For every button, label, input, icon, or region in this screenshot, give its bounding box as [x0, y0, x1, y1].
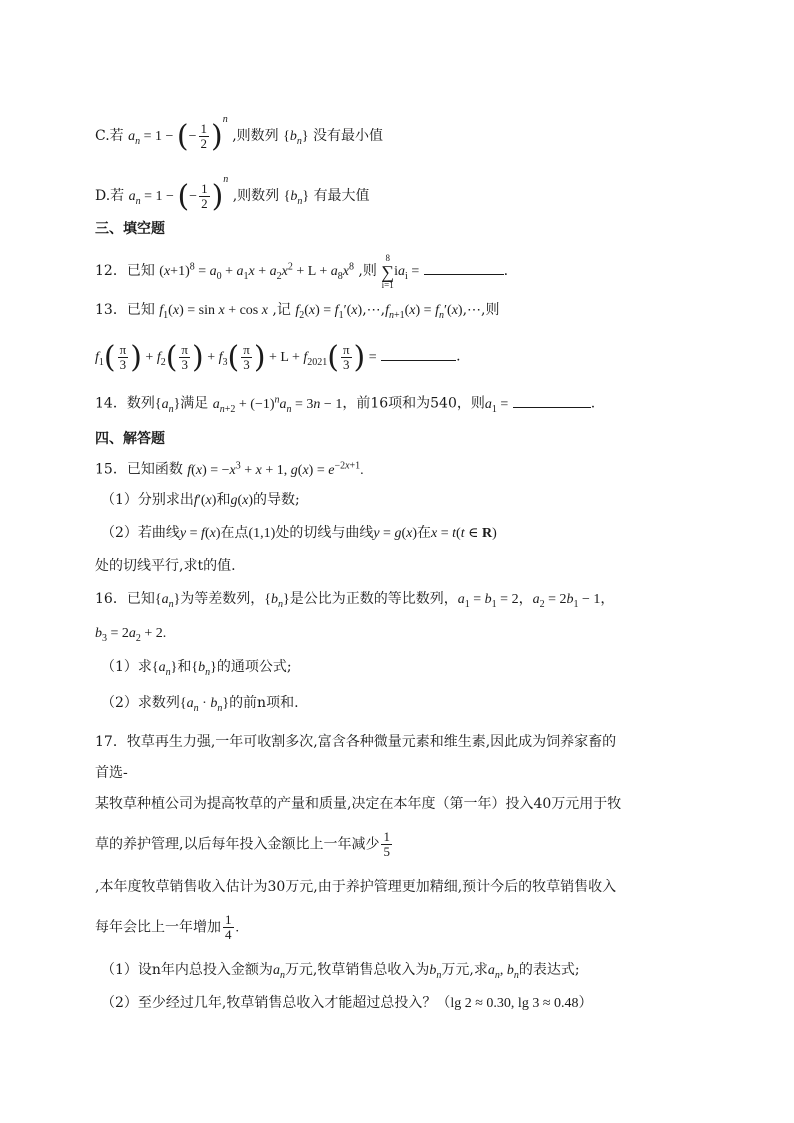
q17-l6: 每年会比上一年增加	[95, 919, 221, 936]
q12-answer-blank[interactable]	[424, 260, 504, 275]
q17-line-1: 17．牧草再生力强,一年可收割多次,富含各种微量元素和维生素,因此成为饲养家畜的	[95, 734, 617, 750]
q17-p1a: （1）设n年内总投入金额为	[101, 962, 273, 978]
option-d-prefix: D.若	[95, 188, 125, 204]
question-13: 13．已知 $f_1(x) = \sin x + \cos x$ ,记 $f_2(x)$ = $f_1'(x),\cdots,f_{n+1}(x)$ = $f_n'(x),\cdots$,则	[95, 302, 500, 321]
q17-line-4: 草的养护管理,以后每年投入金额比上一年减少 $\frac{1}{5}$	[95, 829, 390, 859]
q16-p1c: 的通项公式;	[216, 659, 292, 675]
q16-c: 是公比为正数的等比数列，	[289, 591, 458, 607]
q17-line-6: 每年会比上一年增加 $\frac{1}{4}$ .	[95, 912, 239, 942]
q15-part-2: （2）若曲线y = f(x)在点(1,1)处的切线与曲线y = g(x)在x = t(t ∈ R)	[101, 525, 497, 541]
q15-p1b: 和	[216, 492, 231, 508]
q15-functions: $f(x) = -x^3 + x + 1$, $g(x) = e^{-2x+1}$.	[187, 460, 364, 478]
q17-line-2: 首选-	[95, 765, 128, 781]
q17-p1c: 万元,求	[441, 962, 488, 978]
question-14: 14．数列$\{a_n\}$满足 $a_{n+2} + (-1)^na_n = 3n - 1$，前16项和为540，则$a_1$ = .	[95, 394, 596, 415]
q15-label: 15．已知函数	[95, 461, 183, 478]
q16-p2b: 的前n项和.	[229, 695, 299, 711]
q12-end: .	[503, 263, 509, 280]
q16-p1a: （1）求	[101, 659, 152, 675]
q13-end: .	[456, 348, 461, 365]
q16-line-2: $b_3 = 2a_2 + 2$.	[95, 626, 167, 644]
q13-label: 13．已知	[95, 302, 155, 318]
q12-sum: 8 ∑ i=1 $ia_i$ =	[381, 253, 420, 290]
q13-answer-blank[interactable]	[381, 346, 456, 361]
q16-p2a: （2）求数列	[101, 695, 180, 711]
q17-line-3: 某牧草种植公司为提高牧草的产量和质量,决定在本年度（第一年）投入40万元用于牧	[95, 796, 622, 812]
option-c-prefix: C.若	[95, 128, 124, 144]
q13-sum-expression: $f_1$( $\frac{\pi}{3}$ ) + $f_2$( $\frac{\pi}{3}$ ) + $f_3$( $\frac{\pi}{3}$ ) + $L + f_{2021}$( $\frac{\pi}{3}$ ) =	[95, 339, 377, 375]
q14-answer-blank[interactable]	[513, 393, 591, 408]
option-d-suffix: ,则数列	[232, 188, 280, 204]
q17-p1b: 万元,牧草销售总收入为	[284, 962, 430, 978]
q17-p2: （2）至少经过几年,牧草销售总收入才能超过总投入？（	[101, 995, 451, 1011]
option-c: C.若 $a_n = 1$ − (− $\frac{1}{2}$ )$^n$ ,则数列 $\{b_n\}$ 没有最小值	[95, 114, 384, 154]
q16-p1b: 和	[177, 659, 192, 675]
q14-mid: 满足	[180, 395, 209, 412]
q16-part-2: （2）求数列$\{a_n \cdot b_n\}$的前n项和.	[101, 695, 299, 714]
q13-sep: ,⋯,	[362, 302, 386, 318]
option-c-tail: 没有最小值	[313, 128, 384, 144]
question-15	[95, 455, 364, 482]
option-c-formula: $a_n = 1$ − (− $\frac{1}{2}$ )$^n$	[128, 114, 228, 154]
section-heading-fill-in: 三、填空题	[95, 221, 165, 237]
q12-label: 12．已知	[95, 263, 155, 280]
section-heading-answer: 四、解答题	[95, 431, 165, 447]
q15-part-2-cont: 处的切线平行,求t的值.	[95, 558, 236, 574]
q17-part-2: （2）至少经过几年,牧草销售总收入才能超过总投入？（lg 2 ≈ 0.30, lg 3 ≈ 0.48）	[101, 995, 593, 1011]
q15-p2d: 在	[417, 525, 432, 541]
option-c-suffix: ,则数列	[232, 128, 279, 144]
q14-formula: $a_{n+2} + (-1)^na_n = 3n - 1$	[212, 394, 343, 415]
q17-p1d: 的表达式;	[518, 962, 580, 978]
q16-part-1: （1）求$\{a_n\}$和$\{b_n\}$的通项公式;	[101, 659, 292, 678]
q14-end: .	[590, 395, 596, 412]
q15-p1a: （1）分别求出	[101, 492, 194, 508]
q17-part-1: （1）设n年内总投入金额为$a_n$万元,牧草销售总收入为$b_n$万元,求$a_n$, $b_n$的表达式;	[101, 962, 580, 981]
q14-rest: ，前16项和为540，则	[342, 395, 485, 412]
question-13-line-2	[95, 339, 461, 375]
q16-values: $a_1 = b_1 = 2$，$a_2 = 2b_1 - 1$，	[457, 592, 615, 610]
option-d-tail: 有最大值	[313, 188, 370, 204]
q13-then: ,⋯,则	[462, 302, 500, 318]
q14-label: 14．数列	[95, 395, 155, 412]
q15-p1c: 的导数;	[253, 492, 300, 508]
q16-a: 16．已知	[95, 591, 155, 607]
q15-p2a: （2）若曲线	[101, 525, 180, 541]
question-16: 16．已知$\{a_n\}$为等差数列，$\{b_n\}$是公比为正数的等比数列，$a_1 = b_1 = 2$，$a_2 = 2b_1 - 1$，	[95, 591, 615, 610]
option-d-formula: $a_n = 1$ − (− $\frac{1}{2}$ )$^n$	[128, 174, 229, 214]
option-d: D.若 $a_n = 1$ − (− $\frac{1}{2}$ )$^n$ ,则数列 $\{b_n\}$ 有最大值	[95, 174, 370, 214]
q12-formula: $(x+1)^8 = a_0 + a_1x + a_2x^2 + L + a_8x^8$	[159, 261, 354, 283]
q17-l4: 草的养护管理,以后每年投入金额比上一年减少	[95, 836, 380, 853]
q17-p2end: ）	[578, 995, 593, 1011]
q17-line-5: ,本年度牧草销售收入估计为30万元,由于养护管理更加精细,预计今后的牧草销售收入	[95, 879, 617, 895]
q13-f1: f	[159, 303, 164, 318]
question-12	[95, 253, 508, 291]
q15-p2b: 在点	[220, 525, 249, 541]
q13-mid: ,记	[272, 302, 291, 318]
q15-p2c: 处的切线与曲线	[275, 525, 374, 541]
q12-mid: ,则	[358, 263, 377, 280]
q15-part-1: （1）分别求出f′(x)和g(x)的导数;	[101, 492, 300, 508]
q16-b: 为等差数列，	[180, 591, 265, 607]
